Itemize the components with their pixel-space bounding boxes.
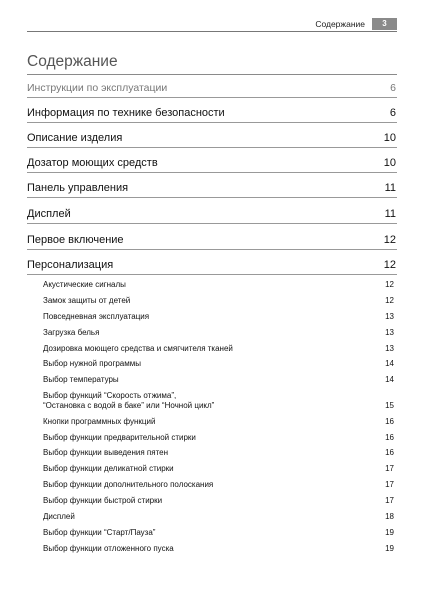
- toc-section-label: Дозатор моющих средств: [27, 157, 158, 169]
- toc-subsection-page: 14: [385, 359, 394, 369]
- toc-subsection-entry[interactable]: [43, 544, 394, 554]
- toc-subsection-entry[interactable]: [43, 417, 394, 427]
- toc-section-label: Дисплей: [27, 208, 71, 220]
- toc-subsection-entry[interactable]: [43, 328, 394, 338]
- toc-section-label: Персонализация: [27, 259, 114, 271]
- toc-subsection-page: 13: [385, 311, 394, 321]
- toc-subsection-label: Дисплей: [43, 511, 75, 521]
- toc-subsection-label: Выбор функции “Старт/Пауза”: [43, 527, 156, 537]
- toc-subsection-label: Выбор нужной программы: [43, 359, 142, 369]
- toc-subsection-label: Выбор функций “Скорость отжима”, “Остановка с водой в баке” или “Ночной цикл”: [43, 391, 215, 410]
- toc-subsection-label: Выбор функции деликатной стирки: [43, 464, 174, 474]
- toc-subsection-label: Выбор функции выведения пятен: [43, 448, 169, 458]
- toc-section-entry[interactable]: [27, 82, 397, 98]
- toc-subsection-page: 19: [385, 527, 394, 537]
- toc-subsection-page: 17: [385, 464, 394, 474]
- toc-section-page: 12: [383, 234, 396, 246]
- toc-subsection-page: 15: [385, 400, 394, 410]
- toc-section-entry[interactable]: [27, 259, 397, 275]
- toc-section-page: 6: [389, 107, 396, 119]
- toc-subsection-label: Выбор функции быстрой стирки: [43, 496, 163, 506]
- toc-subsection-entry[interactable]: [43, 464, 394, 474]
- title-divider: [27, 74, 397, 75]
- toc-section-page: 6: [390, 82, 396, 94]
- toc-subsection-label: Акустические сигналы: [43, 280, 126, 289]
- toc-section-entry[interactable]: [27, 234, 397, 250]
- toc-subsections: [43, 280, 394, 560]
- toc-subsection-label: Выбор функции дополнительного полоскания: [43, 480, 214, 490]
- toc-subsection-entry[interactable]: [43, 312, 394, 322]
- header-title: Содержание: [315, 18, 365, 29]
- page-number-badge: 3: [372, 18, 397, 30]
- toc-section-entry[interactable]: [27, 208, 397, 224]
- toc-subsection-entry[interactable]: [43, 448, 394, 458]
- page-header: [315, 16, 397, 31]
- toc-subsection-page: 18: [385, 511, 394, 521]
- toc-subsection-entry[interactable]: [43, 280, 394, 290]
- toc-section-label: Инструкции по эксплуатации: [27, 82, 168, 94]
- toc-subsection-entry[interactable]: [43, 375, 394, 385]
- toc-subsection-page: 13: [385, 343, 394, 353]
- toc-subsection-page: 13: [385, 327, 394, 337]
- toc-subsection-page: 12: [385, 295, 394, 305]
- toc-subsection-page: 12: [385, 280, 394, 289]
- toc-section-label: Информация по технике безопасности: [27, 107, 225, 119]
- toc-section-page: 10: [383, 132, 396, 144]
- toc-subsection-label: Дозировка моющего средства и смягчителя тканей: [43, 343, 233, 353]
- toc-subsection-label: Выбор температуры: [43, 375, 119, 385]
- toc-title: Содержание: [27, 53, 118, 70]
- toc-section-label: Описание изделия: [27, 132, 123, 144]
- toc-subsection-page: 17: [385, 496, 394, 506]
- toc-section-entry[interactable]: [27, 107, 397, 123]
- toc-section-entry[interactable]: [27, 157, 397, 173]
- toc-subsection-entry[interactable]: [43, 433, 394, 443]
- header-divider: [27, 31, 397, 32]
- toc-subsection-page: 16: [385, 416, 394, 426]
- toc-subsection-entry[interactable]: [43, 344, 394, 354]
- toc-subsection-entry[interactable]: [43, 480, 394, 490]
- toc-subsection-label: Замок защиты от детей: [43, 295, 131, 305]
- toc-subsection-entry[interactable]: [43, 359, 394, 369]
- toc-section-page: 10: [383, 157, 396, 169]
- toc-subsection-page: 19: [385, 543, 394, 553]
- toc-subsection-entry[interactable]: [43, 528, 394, 538]
- toc-subsection-label: Кнопки программных функций: [43, 416, 156, 426]
- toc-subsection-entry[interactable]: [43, 512, 394, 522]
- toc-section-entry[interactable]: [27, 182, 397, 198]
- toc-section-page: 12: [383, 259, 396, 271]
- toc-section-label: Панель управления: [27, 182, 129, 194]
- toc-subsection-page: 17: [385, 480, 394, 490]
- toc-subsection-page: 16: [385, 448, 394, 458]
- toc-subsection-label: Загрузка белья: [43, 327, 100, 337]
- toc-subsection-label: Повседневная эксплуатация: [43, 311, 150, 321]
- toc-subsection-page: 14: [385, 375, 394, 385]
- toc-subsection-page: 16: [385, 432, 394, 442]
- toc-subsection-entry[interactable]: [43, 296, 394, 306]
- toc-section-page: 11: [384, 208, 396, 220]
- toc-subsection-entry[interactable]: [43, 391, 394, 410]
- toc-subsection-label: Выбор функции предварительной стирки: [43, 432, 196, 442]
- toc-section-page: 11: [384, 182, 396, 194]
- toc-subsection-entry[interactable]: [43, 496, 394, 506]
- toc-subsection-label: Выбор функции отложенного пуска: [43, 543, 174, 553]
- toc-section-entry[interactable]: [27, 132, 397, 148]
- toc-section-label: Первое включение: [27, 234, 124, 246]
